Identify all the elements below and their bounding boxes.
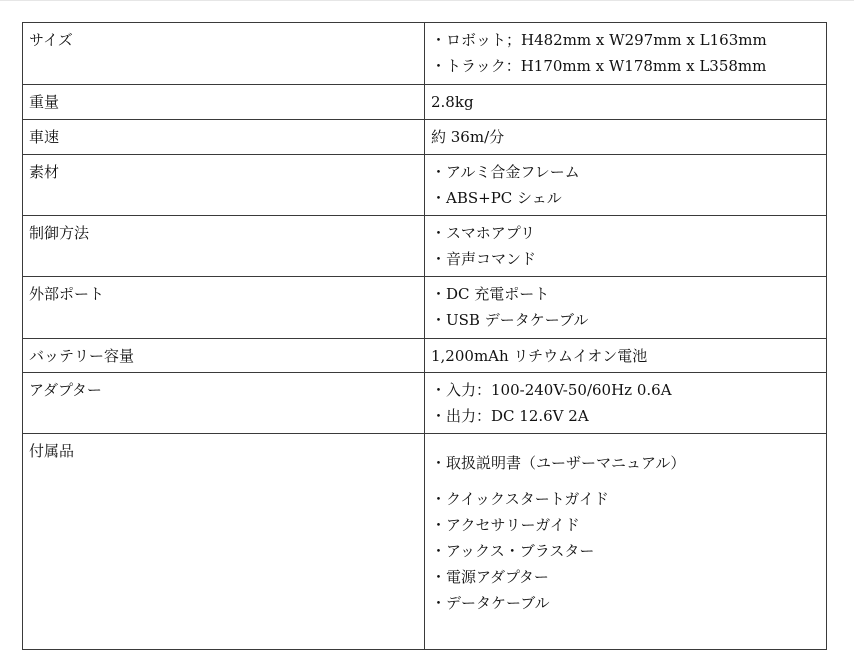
spec-value-line: ・取扱説明書（ユーザーマニュアル）: [431, 454, 686, 472]
spec-value-line: ・スマホアプリ: [431, 224, 536, 242]
top-divider: [0, 0, 854, 1]
table-row: [23, 373, 827, 434]
spec-value: [425, 155, 827, 216]
spec-value-line: ・アルミ合金フレーム: [431, 163, 580, 181]
table-row: [23, 23, 827, 85]
spec-value-line: ・電源アダプター: [431, 568, 549, 586]
spec-value: [425, 277, 827, 339]
spec-value: [425, 216, 827, 277]
spec-label: 重量: [23, 85, 425, 120]
spec-value: [425, 434, 827, 650]
spec-value-line: ・ロボット；H482mm x W297mm x L163mm: [431, 31, 767, 49]
spec-value: [425, 339, 827, 373]
spec-value-line: ・DC 充電ポート: [431, 285, 550, 303]
table-row: [23, 120, 827, 155]
spec-value-line: ・データケーブル: [431, 594, 550, 612]
spec-value: [425, 120, 827, 155]
spec-label: アダプター: [23, 373, 425, 434]
spec-value-line: ・アクセサリーガイド: [431, 516, 580, 534]
spec-label: 付属品: [23, 434, 425, 650]
spec-label: 外部ポート: [23, 277, 425, 339]
table-row: [23, 85, 827, 120]
spec-value: [425, 373, 827, 434]
spec-value-line: 2.8kg: [431, 93, 474, 111]
spec-value-line: 1,200mAh リチウムイオン電池: [431, 347, 648, 365]
spec-label: バッテリー容量: [23, 339, 425, 373]
spec-value-line: ・クイックスタートガイド: [431, 490, 609, 508]
spec-label: サイズ: [23, 23, 425, 85]
spec-value-line: ・ABS+PC シェル: [431, 189, 562, 207]
spec-label: 制御方法: [23, 216, 425, 277]
spec-value: [425, 23, 827, 85]
spec-value: [425, 85, 827, 120]
table-row: [23, 434, 827, 650]
spec-value-line: ・入力：100-240V-50/60Hz 0.6A: [431, 381, 672, 399]
spec-label: 素材: [23, 155, 425, 216]
table-row: [23, 155, 827, 216]
line-spacer: [431, 476, 820, 486]
spec-value-line: 約 36m/分: [431, 128, 505, 146]
spec-label: 車速: [23, 120, 425, 155]
spec-value-line: ・USB データケーブル: [431, 311, 589, 329]
table-row: [23, 277, 827, 339]
spec-value-line: ・出力：DC 12.6V 2A: [431, 407, 589, 425]
table-row: [23, 339, 827, 373]
spec-table: [22, 22, 827, 650]
spec-value-line: ・音声コマンド: [431, 250, 537, 268]
table-row: [23, 216, 827, 277]
spec-value-line: ・アックス・ブラスター: [431, 542, 595, 560]
spec-value-line: ・トラック：H170mm x W178mm x L358mm: [431, 57, 767, 75]
